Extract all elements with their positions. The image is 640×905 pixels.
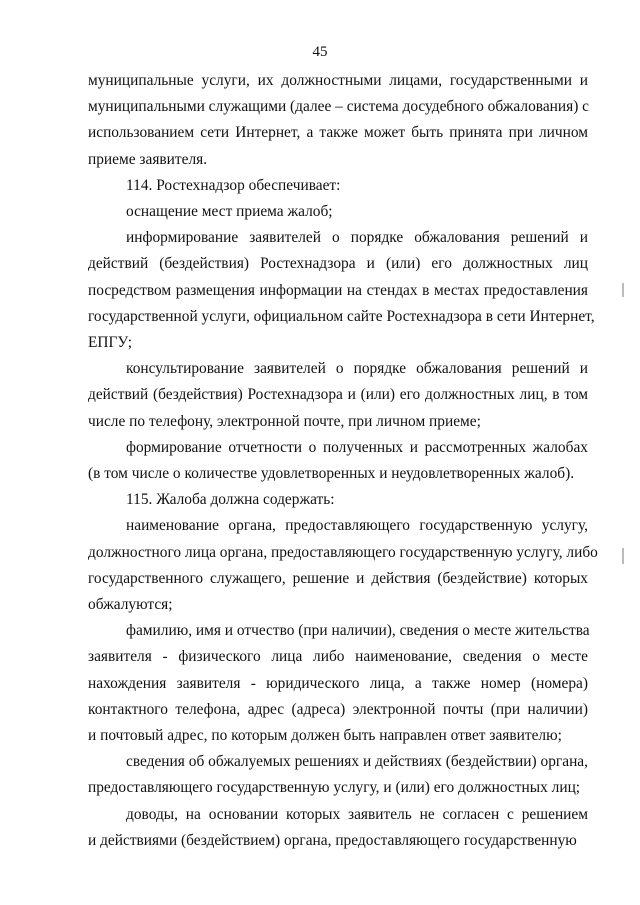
text-line: 114. Ростехнадзор обеспечивает:: [126, 176, 341, 194]
text-line: действий (бездействия) Ростехнадзора и (или) его должностных лиц, в том: [88, 386, 588, 404]
text-line: фамилию, имя и отчество (при наличии), сведения о месте жительства: [126, 622, 590, 640]
text-line: контактного телефона, адрес (адреса) электронной почты (при наличии): [88, 700, 588, 718]
text-line: посредством размещения информации на стендах в местах предоставления: [88, 281, 588, 299]
paragraph: [88, 513, 598, 618]
text-line: информирование заявителей о порядке обжалования решений и: [126, 229, 588, 247]
paragraph: [88, 356, 588, 435]
page-number: 45: [312, 44, 328, 60]
document-body: [88, 68, 598, 854]
text-line: 115. Жалоба должна содержать:: [126, 491, 335, 509]
paragraph: [88, 173, 588, 199]
text-line: муниципальные услуги, их должностными лицами, государственными и: [88, 72, 588, 89]
margin-mark: [622, 548, 624, 564]
margin-mark: [622, 283, 624, 297]
text-line: должностного лица органа, предоставляющего государственную услугу, либо: [88, 543, 598, 561]
text-line: использованием сети Интернет, а также может быть принята при личном: [88, 124, 588, 142]
text-line: действий (бездействия) Ростехнадзора и (или) его должностных лиц: [88, 255, 588, 273]
text-line: государственной услуги, официальном сайте Ростехнадзора в сети Интернет,: [88, 307, 595, 325]
text-line: обжалуются;: [88, 596, 173, 614]
paragraph: [88, 199, 588, 225]
text-line: числе по телефону, электронной почте, при личном приеме;: [88, 412, 481, 430]
text-line: приеме заявителя.: [88, 150, 208, 168]
text-line: заявителя - физического лица либо наименование, сведения о месте: [88, 648, 588, 666]
text-line: государственного служащего, решение и действия (бездействие) которых: [88, 569, 588, 587]
text-line: нахождения заявителя - юридического лица, а также номер (номера): [88, 674, 588, 692]
text-line: ЕПГУ;: [88, 334, 132, 352]
text-line: и почтовый адрес, по которым должен быть направлен ответ заявителю;: [88, 727, 562, 745]
text-line: и действиями (бездействием) органа, предоставляющего государственную: [88, 831, 577, 849]
paragraph: [88, 68, 588, 173]
text-line: муниципальными служащими (далее – система досудебного обжалования) с: [88, 98, 590, 116]
paragraph: [88, 802, 588, 854]
paragraph: [88, 618, 588, 749]
text-line: доводы, на основании которых заявитель не согласен с решением: [126, 805, 588, 823]
text-line: предоставляющего государственную услугу, и (или) его должностных лиц;: [88, 779, 581, 797]
paragraph: [88, 225, 595, 356]
text-line: оснащение мест приема жалоб;: [126, 203, 333, 221]
text-line: сведения об обжалуемых решениях и действиях (бездействии) органа,: [126, 753, 588, 771]
paragraph: [88, 435, 588, 487]
text-line: наименование органа, предоставляющего государственную услугу,: [126, 517, 588, 535]
text-line: консультирование заявителей о порядке обжалования решений и: [126, 360, 588, 378]
text-line: (в том числе о количестве удовлетворенных и неудовлетворенных жалоб).: [88, 465, 575, 483]
paragraph: [88, 487, 588, 513]
paragraph: [88, 749, 588, 801]
text-line: формирование отчетности о полученных и рассмотренных жалобах: [126, 438, 588, 456]
